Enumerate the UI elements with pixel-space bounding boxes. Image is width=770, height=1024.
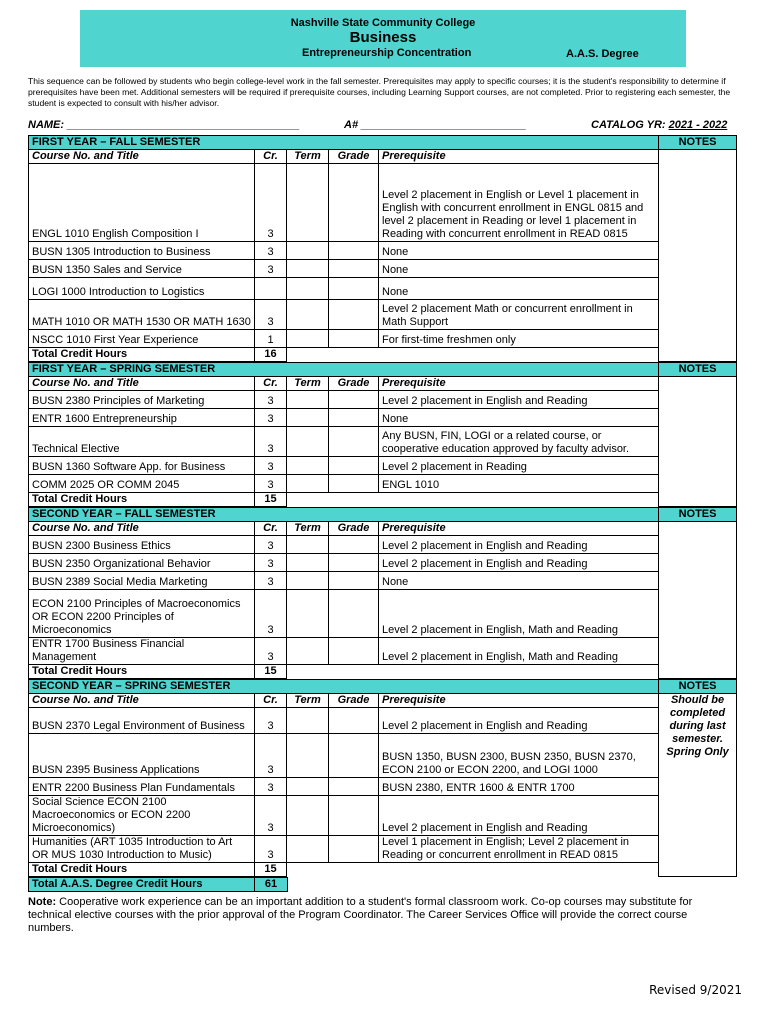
course-row: [29, 409, 737, 427]
course-credits: 3: [255, 409, 287, 427]
grade-cell[interactable]: [329, 590, 379, 638]
course-title: BUSN 2300 Business Ethics: [29, 536, 255, 554]
course-row: [29, 260, 737, 278]
course-prereq: Level 2 placement Math or concurrent enrollment in Math Support: [379, 300, 659, 330]
grade-cell[interactable]: [329, 260, 379, 278]
term-cell[interactable]: [287, 457, 329, 475]
semester-title: SECOND YEAR – FALL SEMESTER: [29, 508, 659, 522]
course-title: BUSN 2389 Social Media Marketing: [29, 572, 255, 590]
grade-cell[interactable]: [329, 457, 379, 475]
credit-col-header: Cr.: [255, 522, 287, 536]
course-credits: 1: [255, 330, 287, 348]
course-col-header: Course No. and Title: [29, 522, 255, 536]
grade-cell[interactable]: [329, 391, 379, 409]
catalog-year-value: 2021 - 2022: [668, 119, 728, 131]
term-cell[interactable]: [287, 242, 329, 260]
course-credits: 3: [255, 300, 287, 330]
term-cell[interactable]: [287, 278, 329, 300]
term-col-header: Term: [287, 522, 329, 536]
course-row: [29, 457, 737, 475]
semester-table: [28, 362, 737, 507]
course-title: BUSN 2395 Business Applications: [29, 734, 255, 778]
course-row: [29, 590, 737, 638]
course-row: [29, 427, 737, 457]
term-cell[interactable]: [287, 260, 329, 278]
curriculum-sheet: [28, 10, 742, 935]
grade-col-header: Grade: [329, 522, 379, 536]
course-row: [29, 572, 737, 590]
grade-cell[interactable]: [329, 708, 379, 734]
grade-cell[interactable]: [329, 796, 379, 836]
course-row: [29, 836, 737, 863]
course-credits: 3: [255, 708, 287, 734]
course-prereq: None: [379, 572, 659, 590]
semester-tables: [28, 135, 742, 877]
term-cell[interactable]: [287, 708, 329, 734]
course-prereq: Any BUSN, FIN, LOGI or a related course, or cooperative education approved by faculty advisor.: [379, 427, 659, 457]
course-credits: 3: [255, 554, 287, 572]
course-title: ENTR 1600 Entrepreneurship: [29, 409, 255, 427]
grand-total-table: [28, 877, 736, 892]
course-credits: 3: [255, 164, 287, 242]
semester-table: [28, 507, 737, 679]
course-row: [29, 391, 737, 409]
total-label: Total Credit Hours: [29, 348, 255, 362]
course-row: [29, 554, 737, 572]
course-credits: 3: [255, 475, 287, 493]
grade-cell[interactable]: [329, 409, 379, 427]
grade-cell[interactable]: [329, 427, 379, 457]
course-title: ECON 2100 Principles of Macroeconomics OR ECON 2200 Principles of Microeconomics: [29, 590, 255, 638]
course-row: [29, 475, 737, 493]
course-credits: 3: [255, 590, 287, 638]
course-prereq: Level 2 placement in English and Reading: [379, 391, 659, 409]
course-prereq: Level 2 placement in English and Reading: [379, 796, 659, 836]
prereq-col-header: Prerequisite: [379, 377, 659, 391]
term-cell[interactable]: [287, 300, 329, 330]
notes-cell[interactable]: [659, 377, 737, 507]
grade-cell[interactable]: [329, 164, 379, 242]
total-credits: 15: [255, 493, 287, 507]
grade-col-header: Grade: [329, 377, 379, 391]
footnote: [28, 896, 734, 935]
term-cell[interactable]: [287, 330, 329, 348]
notes-header: NOTES: [659, 136, 737, 150]
term-col-header: Term: [287, 694, 329, 708]
course-prereq: Level 2 placement in English, Math and Reading: [379, 638, 659, 665]
college-name: Nashville State Community College: [290, 17, 476, 29]
footnote-label: Note:: [28, 896, 57, 908]
intro-paragraph: This sequence can be followed by students who begin college-level work in the fall semester. Prerequisites may apply to specific courses; it is the student's responsibility to determine if prerequisites have been met. Additional semesters will be required if prerequisite courses, including Learning Support courses, are not completed. Prior to registering each semester, the student is expected to consult with his/her advisor.: [28, 76, 731, 108]
total-label: Total Credit Hours: [29, 493, 255, 507]
course-prereq: None: [379, 278, 659, 300]
course-credits: 3: [255, 242, 287, 260]
course-col-header: Course No. and Title: [29, 150, 255, 164]
grade-cell[interactable]: [329, 536, 379, 554]
course-prereq: Level 2 placement in English or Level 1 placement in English with concurrent enrollment in ENGL 0815 and level 2 placement in Reading or level 1 placement in Reading with concurrent enrollment in READ 0815: [379, 164, 659, 242]
course-title: BUSN 2380 Principles of Marketing: [29, 391, 255, 409]
grade-cell[interactable]: [329, 836, 379, 863]
term-cell[interactable]: [287, 796, 329, 836]
course-prereq: Level 2 placement in English and Reading: [379, 536, 659, 554]
course-row: [29, 242, 737, 260]
term-cell[interactable]: [287, 572, 329, 590]
course-row: [29, 734, 737, 778]
name-field[interactable]: NAME: ______________________________________: [28, 119, 300, 131]
credit-col-header: Cr.: [255, 694, 287, 708]
term-cell[interactable]: [287, 590, 329, 638]
term-cell[interactable]: [287, 734, 329, 778]
notes-cell[interactable]: [659, 522, 737, 679]
course-credits: 3: [255, 572, 287, 590]
notes-cell[interactable]: [659, 150, 737, 362]
semester-title: FIRST YEAR – FALL SEMESTER: [29, 136, 659, 150]
course-row: [29, 330, 737, 348]
course-credits: 3: [255, 536, 287, 554]
department-title: Business: [349, 29, 417, 46]
course-title: MATH 1010 OR MATH 1530 OR MATH 1630: [29, 300, 255, 330]
term-cell[interactable]: [287, 427, 329, 457]
term-col-header: Term: [287, 150, 329, 164]
grade-cell[interactable]: [329, 278, 379, 300]
course-prereq: None: [379, 260, 659, 278]
grade-cell[interactable]: [329, 300, 379, 330]
student-info-row: [28, 119, 742, 135]
course-credits: 3: [255, 260, 287, 278]
course-col-header: Course No. and Title: [29, 377, 255, 391]
course-prereq: For first-time freshmen only: [379, 330, 659, 348]
course-credits: 3: [255, 836, 287, 863]
course-prereq: BUSN 1350, BUSN 2300, BUSN 2350, BUSN 2370, ECON 2100 or ECON 2200, and LOGI 1000: [379, 734, 659, 778]
course-prereq: None: [379, 409, 659, 427]
notes-header: NOTES: [659, 680, 737, 694]
term-cell[interactable]: [287, 164, 329, 242]
term-cell[interactable]: [287, 836, 329, 863]
grade-cell[interactable]: [329, 242, 379, 260]
course-prereq: ENGL 1010: [379, 475, 659, 493]
notes-cell[interactable]: Should be completed during last semester. Spring Only: [659, 694, 737, 877]
course-row: [29, 300, 737, 330]
course-credits: 3: [255, 734, 287, 778]
course-row: [29, 708, 737, 734]
catalog-year-field: [591, 119, 727, 131]
grade-cell[interactable]: [329, 638, 379, 665]
course-title: BUSN 1305 Introduction to Business: [29, 242, 255, 260]
course-prereq: Level 2 placement in English and Reading: [379, 554, 659, 572]
semester-table: [28, 679, 737, 877]
course-credits: 3: [255, 638, 287, 665]
course-credits: 3: [255, 391, 287, 409]
grade-cell[interactable]: [329, 572, 379, 590]
course-credits: [255, 278, 287, 300]
course-row: [29, 796, 737, 836]
term-cell[interactable]: [287, 409, 329, 427]
course-row: [29, 778, 737, 796]
course-title: BUSN 1360 Software App. for Business: [29, 457, 255, 475]
course-row: [29, 278, 737, 300]
grade-cell[interactable]: [329, 330, 379, 348]
footnote-text: Cooperative work experience can be an important addition to a student's formal classroom work. Co-op courses may substitute for technical elective courses with the prior approval of the Program Coordinator. The Career Services Office will provide the correct course numbers.: [28, 896, 693, 934]
grand-total-value: 61: [255, 878, 287, 892]
credit-col-header: Cr.: [255, 377, 287, 391]
course-title: Technical Elective: [29, 427, 255, 457]
course-title: ENTR 2200 Business Plan Fundamentals: [29, 778, 255, 796]
term-cell[interactable]: [287, 554, 329, 572]
notes-header: NOTES: [659, 363, 737, 377]
course-title: LOGI 1000 Introduction to Logistics: [29, 278, 255, 300]
course-prereq: Level 2 placement in Reading: [379, 457, 659, 475]
term-col-header: Term: [287, 377, 329, 391]
semester-title: FIRST YEAR – SPRING SEMESTER: [29, 363, 659, 377]
total-label: Total Credit Hours: [29, 665, 255, 679]
semester-title: SECOND YEAR – SPRING SEMESTER: [29, 680, 659, 694]
grade-col-header: Grade: [329, 150, 379, 164]
total-label: Total Credit Hours: [29, 863, 255, 877]
prereq-col-header: Prerequisite: [379, 694, 659, 708]
degree-type: A.A.S. Degree: [566, 48, 639, 60]
grade-cell[interactable]: [329, 778, 379, 796]
course-title: NSCC 1010 First Year Experience: [29, 330, 255, 348]
anumber-field[interactable]: A# ___________________________: [344, 119, 527, 131]
grade-cell[interactable]: [329, 554, 379, 572]
course-row: [29, 536, 737, 554]
course-title: ENTR 1700 Business Financial Management: [29, 638, 255, 665]
total-credits: 15: [255, 863, 287, 877]
course-credits: 3: [255, 457, 287, 475]
course-title: BUSN 2370 Legal Environment of Business: [29, 708, 255, 734]
course-credits: 3: [255, 778, 287, 796]
course-title: Social Science ECON 2100 Macroeconomics or ECON 2200 Microeconomics): [29, 796, 255, 836]
course-title: BUSN 2350 Organizational Behavior: [29, 554, 255, 572]
semester-table: [28, 135, 737, 362]
document-header: [80, 10, 686, 67]
prereq-col-header: Prerequisite: [379, 150, 659, 164]
course-title: BUSN 1350 Sales and Service: [29, 260, 255, 278]
term-cell[interactable]: [287, 391, 329, 409]
total-credits: 15: [255, 665, 287, 679]
course-row: [29, 164, 737, 242]
catalog-label: CATALOG YR:: [591, 119, 669, 131]
course-prereq: BUSN 2380, ENTR 1600 & ENTR 1700: [379, 778, 659, 796]
term-cell[interactable]: [287, 638, 329, 665]
term-cell[interactable]: [287, 475, 329, 493]
course-prereq: None: [379, 242, 659, 260]
course-prereq: Level 2 placement in English, Math and Reading: [379, 590, 659, 638]
course-credits: 3: [255, 796, 287, 836]
grade-cell[interactable]: [329, 734, 379, 778]
grade-cell[interactable]: [329, 475, 379, 493]
prereq-col-header: Prerequisite: [379, 522, 659, 536]
total-credits: 16: [255, 348, 287, 362]
notes-header: NOTES: [659, 508, 737, 522]
course-row: [29, 638, 737, 665]
concentration-title: Entrepreneurship Concentration: [302, 47, 472, 59]
grand-total-label: Total A.A.S. Degree Credit Hours: [29, 878, 255, 892]
course-col-header: Course No. and Title: [29, 694, 255, 708]
credit-col-header: Cr.: [255, 150, 287, 164]
course-prereq: Level 2 placement in English and Reading: [379, 708, 659, 734]
term-cell[interactable]: [287, 778, 329, 796]
term-cell[interactable]: [287, 536, 329, 554]
course-title: COMM 2025 OR COMM 2045: [29, 475, 255, 493]
revision-date: Revised 9/2021: [649, 983, 742, 997]
course-credits: 3: [255, 427, 287, 457]
course-title: Humanities (ART 1035 Introduction to Art OR MUS 1030 Introduction to Music): [29, 836, 255, 863]
course-prereq: Level 1 placement in English; Level 2 placement in Reading or concurrent enrollment in READ 0815: [379, 836, 659, 863]
course-title: ENGL 1010 English Composition I: [29, 164, 255, 242]
grade-col-header: Grade: [329, 694, 379, 708]
